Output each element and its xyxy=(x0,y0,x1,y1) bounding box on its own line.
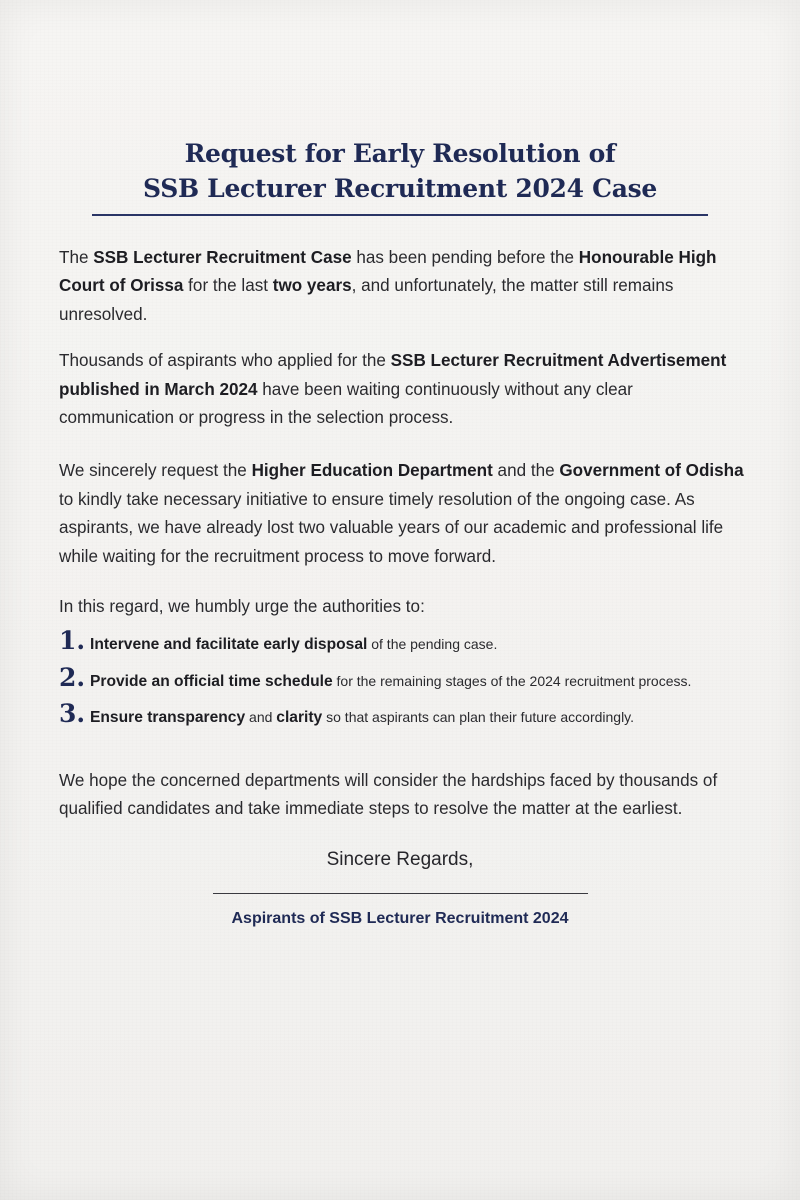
list-item-bold: Intervene and facilitate early disposal xyxy=(90,636,368,654)
bold-case-name: SSB Lecturer Recruitment Case xyxy=(93,248,352,267)
bold-department: Higher Education Department xyxy=(251,461,493,481)
text: have been waiting continuously without any clear communication or progress in the selection process. xyxy=(59,379,633,428)
title-line-1: Request for Early Resolution of xyxy=(184,139,616,168)
letter-title xyxy=(0,136,800,206)
list-item-text: for the remaining stages of the 2024 recruitment process. xyxy=(332,672,692,689)
text: to kindly take necessary initiative to ensure timely resolution of the ongoing case. As aspirants, we have already lost two valuable years of our academic and professional life while waiting for the recruitment process to move forward. xyxy=(59,489,724,566)
title-underline xyxy=(92,214,708,216)
list-item-text: and xyxy=(245,709,277,726)
list-item-bold: clarity xyxy=(276,709,323,727)
list-item-text: so that aspirants can plan their future accordingly. xyxy=(322,709,635,726)
list-number: 3. xyxy=(59,699,86,729)
bold-court-name: Honourable High Court of Orissa xyxy=(59,248,717,296)
text: , and unfortunately, the matter still remains unresolved. xyxy=(59,276,674,324)
text: for the last xyxy=(183,276,273,296)
text: Thousands of aspirants who applied for the xyxy=(59,351,391,371)
paragraph-request xyxy=(59,457,749,571)
bold-advertisement: SSB Lecturer Recruitment Advertisement published in March 2024 xyxy=(59,351,727,399)
paragraph-case-status xyxy=(59,244,749,329)
paragraph-closing: We hope the concerned departments will consider the hardships faced by thousands of qualified candidates and take immediate steps to resolve the matter at the earliest. xyxy=(59,770,718,819)
signature: Aspirants of SSB Lecturer Recruitment 2024 xyxy=(231,910,569,927)
list-item xyxy=(59,664,749,701)
list-item-bold: Provide an official time schedule xyxy=(90,672,333,690)
signoff: Sincere Regards, xyxy=(326,849,474,870)
title-line-2: SSB Lecturer Recruitment 2024 Case xyxy=(142,174,658,203)
signature-line xyxy=(213,893,588,894)
letter-body xyxy=(59,244,749,824)
text: The xyxy=(59,248,94,267)
list-item xyxy=(59,627,749,664)
bold-government: Government of Odisha xyxy=(559,461,744,481)
list-item-bold: Ensure transparency xyxy=(90,709,246,727)
paragraph-urge: In this regard, we humbly urge the authorities to: xyxy=(59,597,425,617)
bold-duration: two years xyxy=(272,276,352,296)
paragraph-aspirants xyxy=(59,347,749,432)
list-number: 2. xyxy=(59,662,86,692)
text: and the xyxy=(492,461,560,481)
text: has been pending before the xyxy=(351,248,579,267)
text: We sincerely request the xyxy=(59,461,252,481)
list-item-text: of the pending case. xyxy=(367,636,498,653)
demands-list xyxy=(59,627,749,737)
list-item xyxy=(59,700,749,737)
list-number: 1. xyxy=(59,626,86,656)
